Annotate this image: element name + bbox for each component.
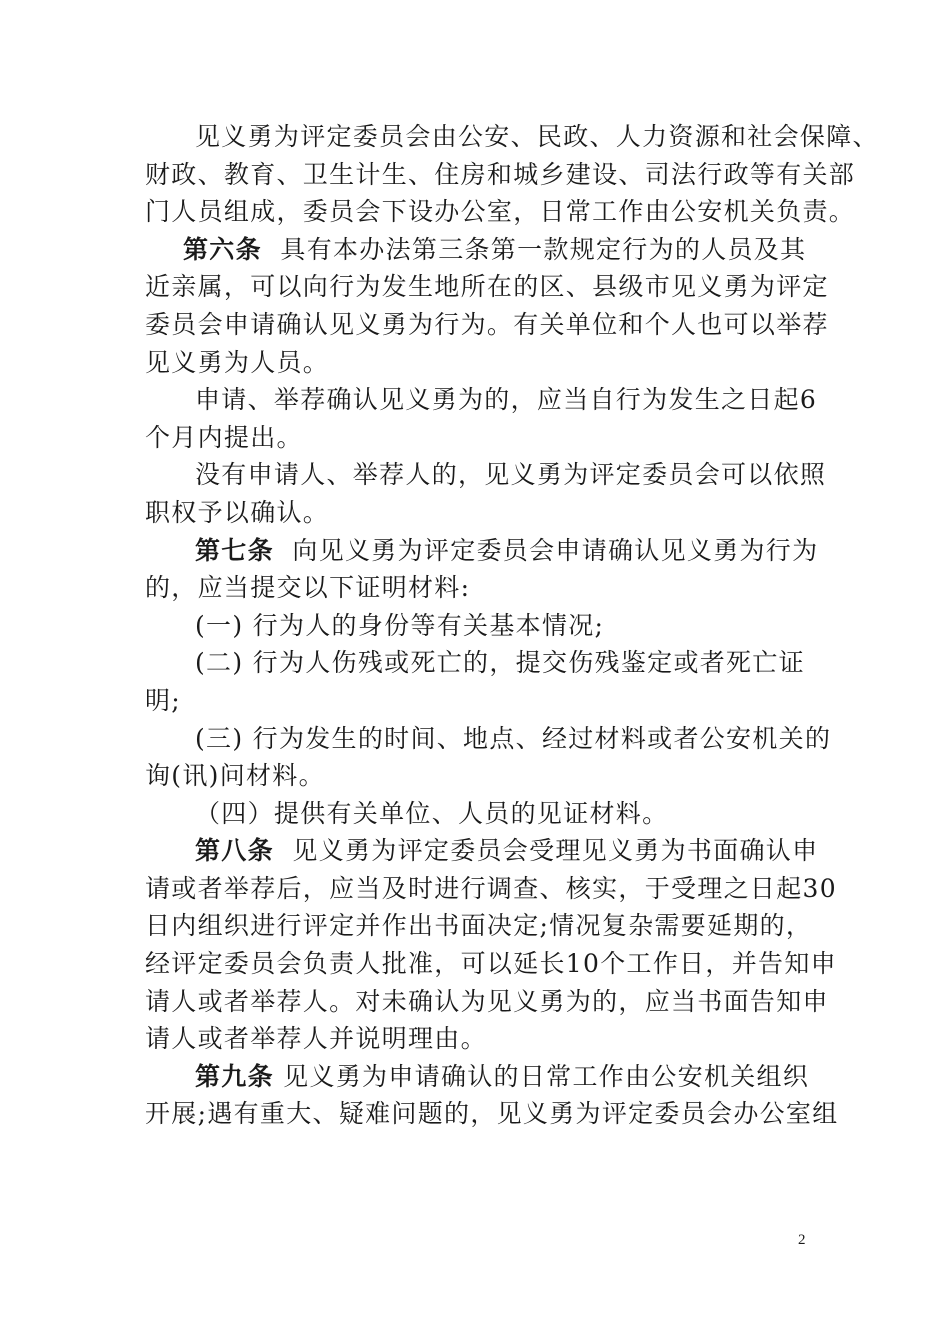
line-text: 个月内提出。 [145, 422, 303, 452]
article-line [145, 1058, 810, 1096]
article-line [145, 532, 819, 570]
text-line [145, 419, 810, 457]
line-text: 开展;遇有重大、疑难问题的，见义勇为评定委员会办公室组 [145, 1099, 839, 1129]
text-line [145, 682, 810, 720]
line-text: (三) 行为发生的时间、地点、经过材料或者公安机关的 [195, 723, 832, 753]
line-text: 没有申请人、举荐人的，见义勇为评定委员会可以依照 [195, 460, 827, 490]
line-text: (二) 行为人伤残或死亡的，提交伤残鉴定或者死亡证 [195, 648, 805, 678]
line-text: 见义勇为评定委员会由公安、民政、人力资源和社会保障、 [195, 122, 879, 151]
document-body [145, 118, 879, 1133]
text-line [145, 306, 829, 344]
article-heading: 第六条 [183, 234, 262, 264]
line-text: 申请、举荐确认见义勇为的，应当自行为发生之日起6 [195, 385, 818, 415]
line-text: 近亲属，可以向行为发生地所在的区、县级市见义勇为评定 [145, 272, 829, 302]
text-line [145, 607, 810, 645]
line-text: 明; [145, 685, 182, 715]
text-line [145, 156, 856, 194]
line-text: 请或者举荐后，应当及时进行调查、核实，于受理之日起30 [145, 873, 837, 903]
text-line [145, 381, 818, 419]
text-line [145, 344, 810, 382]
line-text: 询(讯)问材料。 [145, 761, 325, 791]
line-text: 见义勇为申请确认的日常工作由公安机关组织 [273, 1061, 810, 1091]
article-heading: 第七条 [195, 535, 274, 565]
text-line [145, 118, 879, 156]
article-heading: 第八条 [195, 836, 274, 866]
text-line [145, 494, 810, 532]
text-line [145, 1020, 810, 1058]
line-text: 具有本办法第三条第一款规定行为的人员及其 [261, 234, 807, 264]
text-line [145, 1095, 839, 1133]
line-text: 职权予以确认。 [145, 497, 330, 527]
line-text: (一) 行为人的身份等有关基本情况; [195, 610, 605, 640]
article-line [145, 231, 810, 269]
text-line [145, 268, 829, 306]
text-line [145, 907, 813, 945]
line-text: 日内组织进行评定并作出书面决定;情况复杂需要延期的， [145, 911, 813, 941]
text-line [145, 983, 829, 1021]
line-text: 见义勇为人员。 [145, 347, 330, 377]
text-line [145, 870, 837, 908]
article-line [145, 832, 819, 870]
line-text: 委员会申请确认见义勇为行为。有关单位和个人也可以举荐 [145, 309, 829, 339]
text-line [145, 720, 832, 758]
line-text: （四）提供有关单位、人员的见证材料。 [195, 798, 669, 828]
page-number: 2 [798, 1232, 806, 1248]
line-text: 见义勇为评定委员会受理见义勇为书面确认申 [273, 836, 819, 866]
line-text: 的，应当提交以下证明材料: [145, 573, 471, 603]
text-line [145, 644, 810, 682]
line-text: 经评定委员会负责人批准，可以延长10个工作日，并告知申 [145, 949, 837, 979]
text-line [145, 193, 856, 231]
line-text: 请人或者举荐人。对未确认为见义勇为的，应当书面告知申 [145, 986, 829, 1016]
line-text: 请人或者举荐人并说明理由。 [145, 1024, 487, 1054]
line-text: 门人员组成，委员会下设办公室，日常工作由公安机关负责。 [145, 197, 856, 227]
line-text: 向见义勇为评定委员会申请确认见义勇为行为 [273, 535, 819, 565]
line-text: 财政、教育、卫生计生、住房和城乡建设、司法行政等有关部 [145, 159, 856, 189]
text-line [145, 569, 810, 607]
text-line [145, 795, 810, 833]
text-line [145, 456, 827, 494]
article-heading: 第九条 [195, 1061, 274, 1091]
text-line [145, 945, 837, 983]
text-line [145, 757, 810, 795]
